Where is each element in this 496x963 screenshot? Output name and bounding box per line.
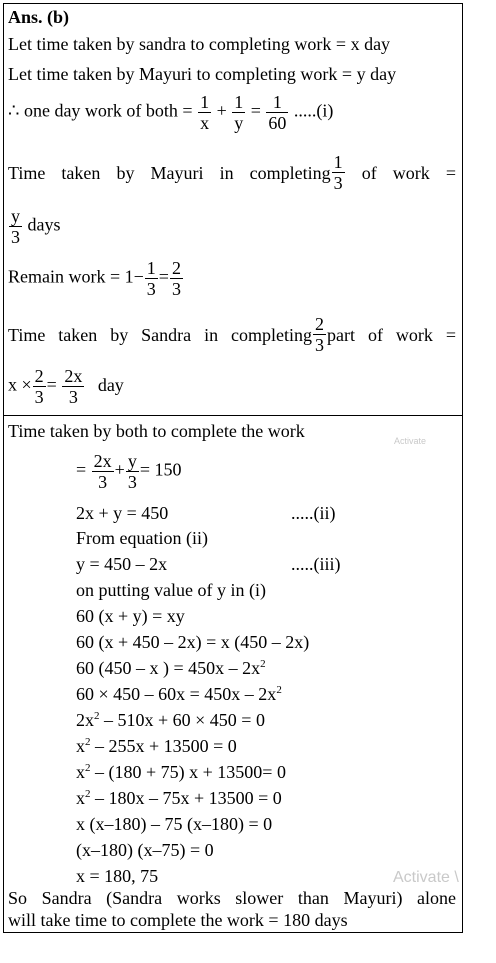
step-line — [76, 657, 266, 679]
exponent: 2 — [276, 684, 282, 696]
operator: = — [76, 459, 87, 480]
numerator: 1 — [234, 92, 244, 112]
numerator: 2x — [64, 366, 83, 386]
fraction — [126, 451, 139, 492]
word: of — [361, 162, 377, 183]
denominator: 3 — [92, 471, 114, 492]
text: – 255x + 13500 = 0 — [90, 736, 237, 756]
text-from-equation: From equation (ii) — [76, 528, 208, 548]
fraction — [62, 366, 84, 407]
text: 60 (450 – x ) = 450x – 2x — [76, 658, 261, 678]
numerator: 2 — [171, 258, 181, 278]
completing-fraction-group — [250, 152, 346, 193]
operator: + — [114, 459, 125, 480]
fraction — [232, 92, 245, 133]
equation-ii: 2x + y = 450 — [76, 503, 169, 523]
exponent: 2 — [85, 736, 91, 748]
line-one-day-work — [8, 92, 333, 133]
word: (Sandra — [106, 888, 163, 908]
line-remain-work — [8, 258, 184, 299]
text: x — [76, 736, 85, 756]
step-line: (x–180) (x–75) = 0 — [76, 840, 214, 860]
word: day — [97, 374, 124, 395]
line-y-over-3-days — [8, 206, 61, 247]
text-putting-value: on putting value of y in (i) — [76, 580, 266, 600]
completing-fraction-group — [231, 314, 355, 355]
numerator: 1 — [333, 152, 343, 172]
fraction — [92, 451, 114, 492]
denominator: 3 — [333, 173, 343, 193]
numerator: y — [11, 206, 20, 226]
word: work — [392, 162, 430, 183]
numerator: 2 — [315, 314, 325, 334]
text: – 510x + 60 × 450 = 0 — [99, 710, 265, 730]
text: x — [76, 762, 85, 782]
text: 60 × 450 – 60x = 450x – 2x — [76, 684, 277, 704]
section-title: Time taken by both to complete the work — [8, 421, 305, 441]
conclusion-line-1 — [8, 887, 456, 909]
fraction — [266, 92, 288, 133]
text: ∴ one day work of both = — [8, 100, 193, 121]
denominator: 3 — [62, 386, 84, 407]
numerator: 1 — [146, 258, 156, 278]
step-line: 60 (x + 450 – 2x) = x (450 – 2x) — [76, 632, 310, 652]
operator: = — [250, 100, 261, 121]
fraction — [9, 206, 22, 247]
operator: + — [216, 100, 227, 121]
equation-ii-tag: .....(ii) — [291, 503, 336, 523]
word: So — [8, 888, 28, 908]
fraction — [170, 258, 183, 299]
word: completing — [231, 324, 313, 345]
word: Sandra — [41, 888, 92, 908]
word: slower — [235, 888, 284, 908]
denominator: 3 — [11, 227, 20, 247]
line-mayuri-time: Let time taken by Mayuri to completing work = y day — [8, 64, 397, 84]
numerator: 1 — [272, 92, 282, 112]
activate-watermark: Activate \ — [393, 869, 459, 886]
step-line: 60 (x + y) = xy — [76, 606, 185, 626]
text: x — [76, 788, 85, 808]
fraction — [145, 258, 158, 299]
word: = — [445, 162, 456, 183]
word: completing — [249, 162, 331, 183]
denominator: 3 — [171, 279, 181, 299]
fraction — [332, 152, 345, 193]
exponent: 2 — [85, 762, 91, 774]
word: by — [110, 324, 129, 345]
line-sandra-time-result — [8, 366, 124, 407]
text: Remain work = 1− — [8, 266, 144, 287]
denominator: 3 — [315, 335, 325, 355]
equation-iii-tag: .....(iii) — [291, 554, 341, 574]
word: Mayuri) — [343, 888, 403, 908]
exponent: 2 — [85, 788, 91, 800]
activate-watermark-faint: Activate — [394, 436, 427, 446]
word: works — [176, 888, 221, 908]
exponent: 2 — [94, 710, 100, 722]
equation-tag: .....(i) — [293, 100, 334, 121]
word: in — [204, 324, 219, 345]
fraction — [313, 314, 326, 355]
word: Time — [8, 162, 46, 183]
fraction — [33, 366, 46, 407]
word: work — [395, 324, 433, 345]
fraction — [198, 92, 211, 133]
word: in — [219, 162, 234, 183]
text: x × — [8, 374, 32, 395]
text: 2x — [76, 710, 94, 730]
text: – (180 + 75) x + 13500= 0 — [90, 762, 286, 782]
numerator: 2x — [93, 451, 112, 471]
step-line: x (x–180) – 75 (x–180) = 0 — [76, 814, 273, 834]
line-sandra-time: Let time taken by sandra to completing work = x day — [8, 34, 391, 54]
word: Time — [8, 324, 46, 345]
numerator: y — [127, 451, 137, 471]
denominator: 3 — [146, 279, 156, 299]
equation-iii: y = 450 – 2x — [76, 554, 168, 574]
exponent: 2 — [260, 658, 266, 670]
word: taken — [61, 162, 101, 183]
word: alone — [417, 888, 456, 908]
word: of — [367, 324, 383, 345]
step-line: x = 180, 75 — [76, 866, 159, 886]
denominator: x — [200, 113, 210, 133]
word: taken — [58, 324, 98, 345]
answer-label: Ans. (b) — [8, 7, 70, 27]
word: Mayuri — [150, 162, 204, 183]
step-line — [76, 683, 282, 705]
numerator: 2 — [34, 366, 44, 386]
step-line — [76, 761, 286, 783]
word: part — [327, 324, 355, 345]
denominator: 60 — [268, 113, 287, 133]
word: than — [297, 888, 329, 908]
text: = 150 — [139, 459, 182, 480]
step-line — [76, 735, 237, 757]
word: Sandra — [141, 324, 192, 345]
word: by — [116, 162, 135, 183]
denominator: y — [234, 113, 244, 133]
operator: = — [46, 374, 57, 395]
step-line — [76, 787, 282, 809]
line-mayuri-completing — [8, 152, 456, 193]
word: days — [27, 214, 61, 235]
text: – 180x – 75x + 13500 = 0 — [90, 788, 282, 808]
step-line — [76, 709, 265, 731]
equation-both — [76, 451, 181, 492]
conclusion-line-2: will take time to complete the work = 180 days — [8, 910, 348, 930]
line-sandra-completing — [8, 314, 456, 355]
operator: = — [158, 266, 169, 287]
numerator: 1 — [200, 92, 210, 112]
denominator: 3 — [127, 472, 137, 492]
word: = — [445, 324, 456, 345]
denominator: 3 — [34, 387, 44, 407]
